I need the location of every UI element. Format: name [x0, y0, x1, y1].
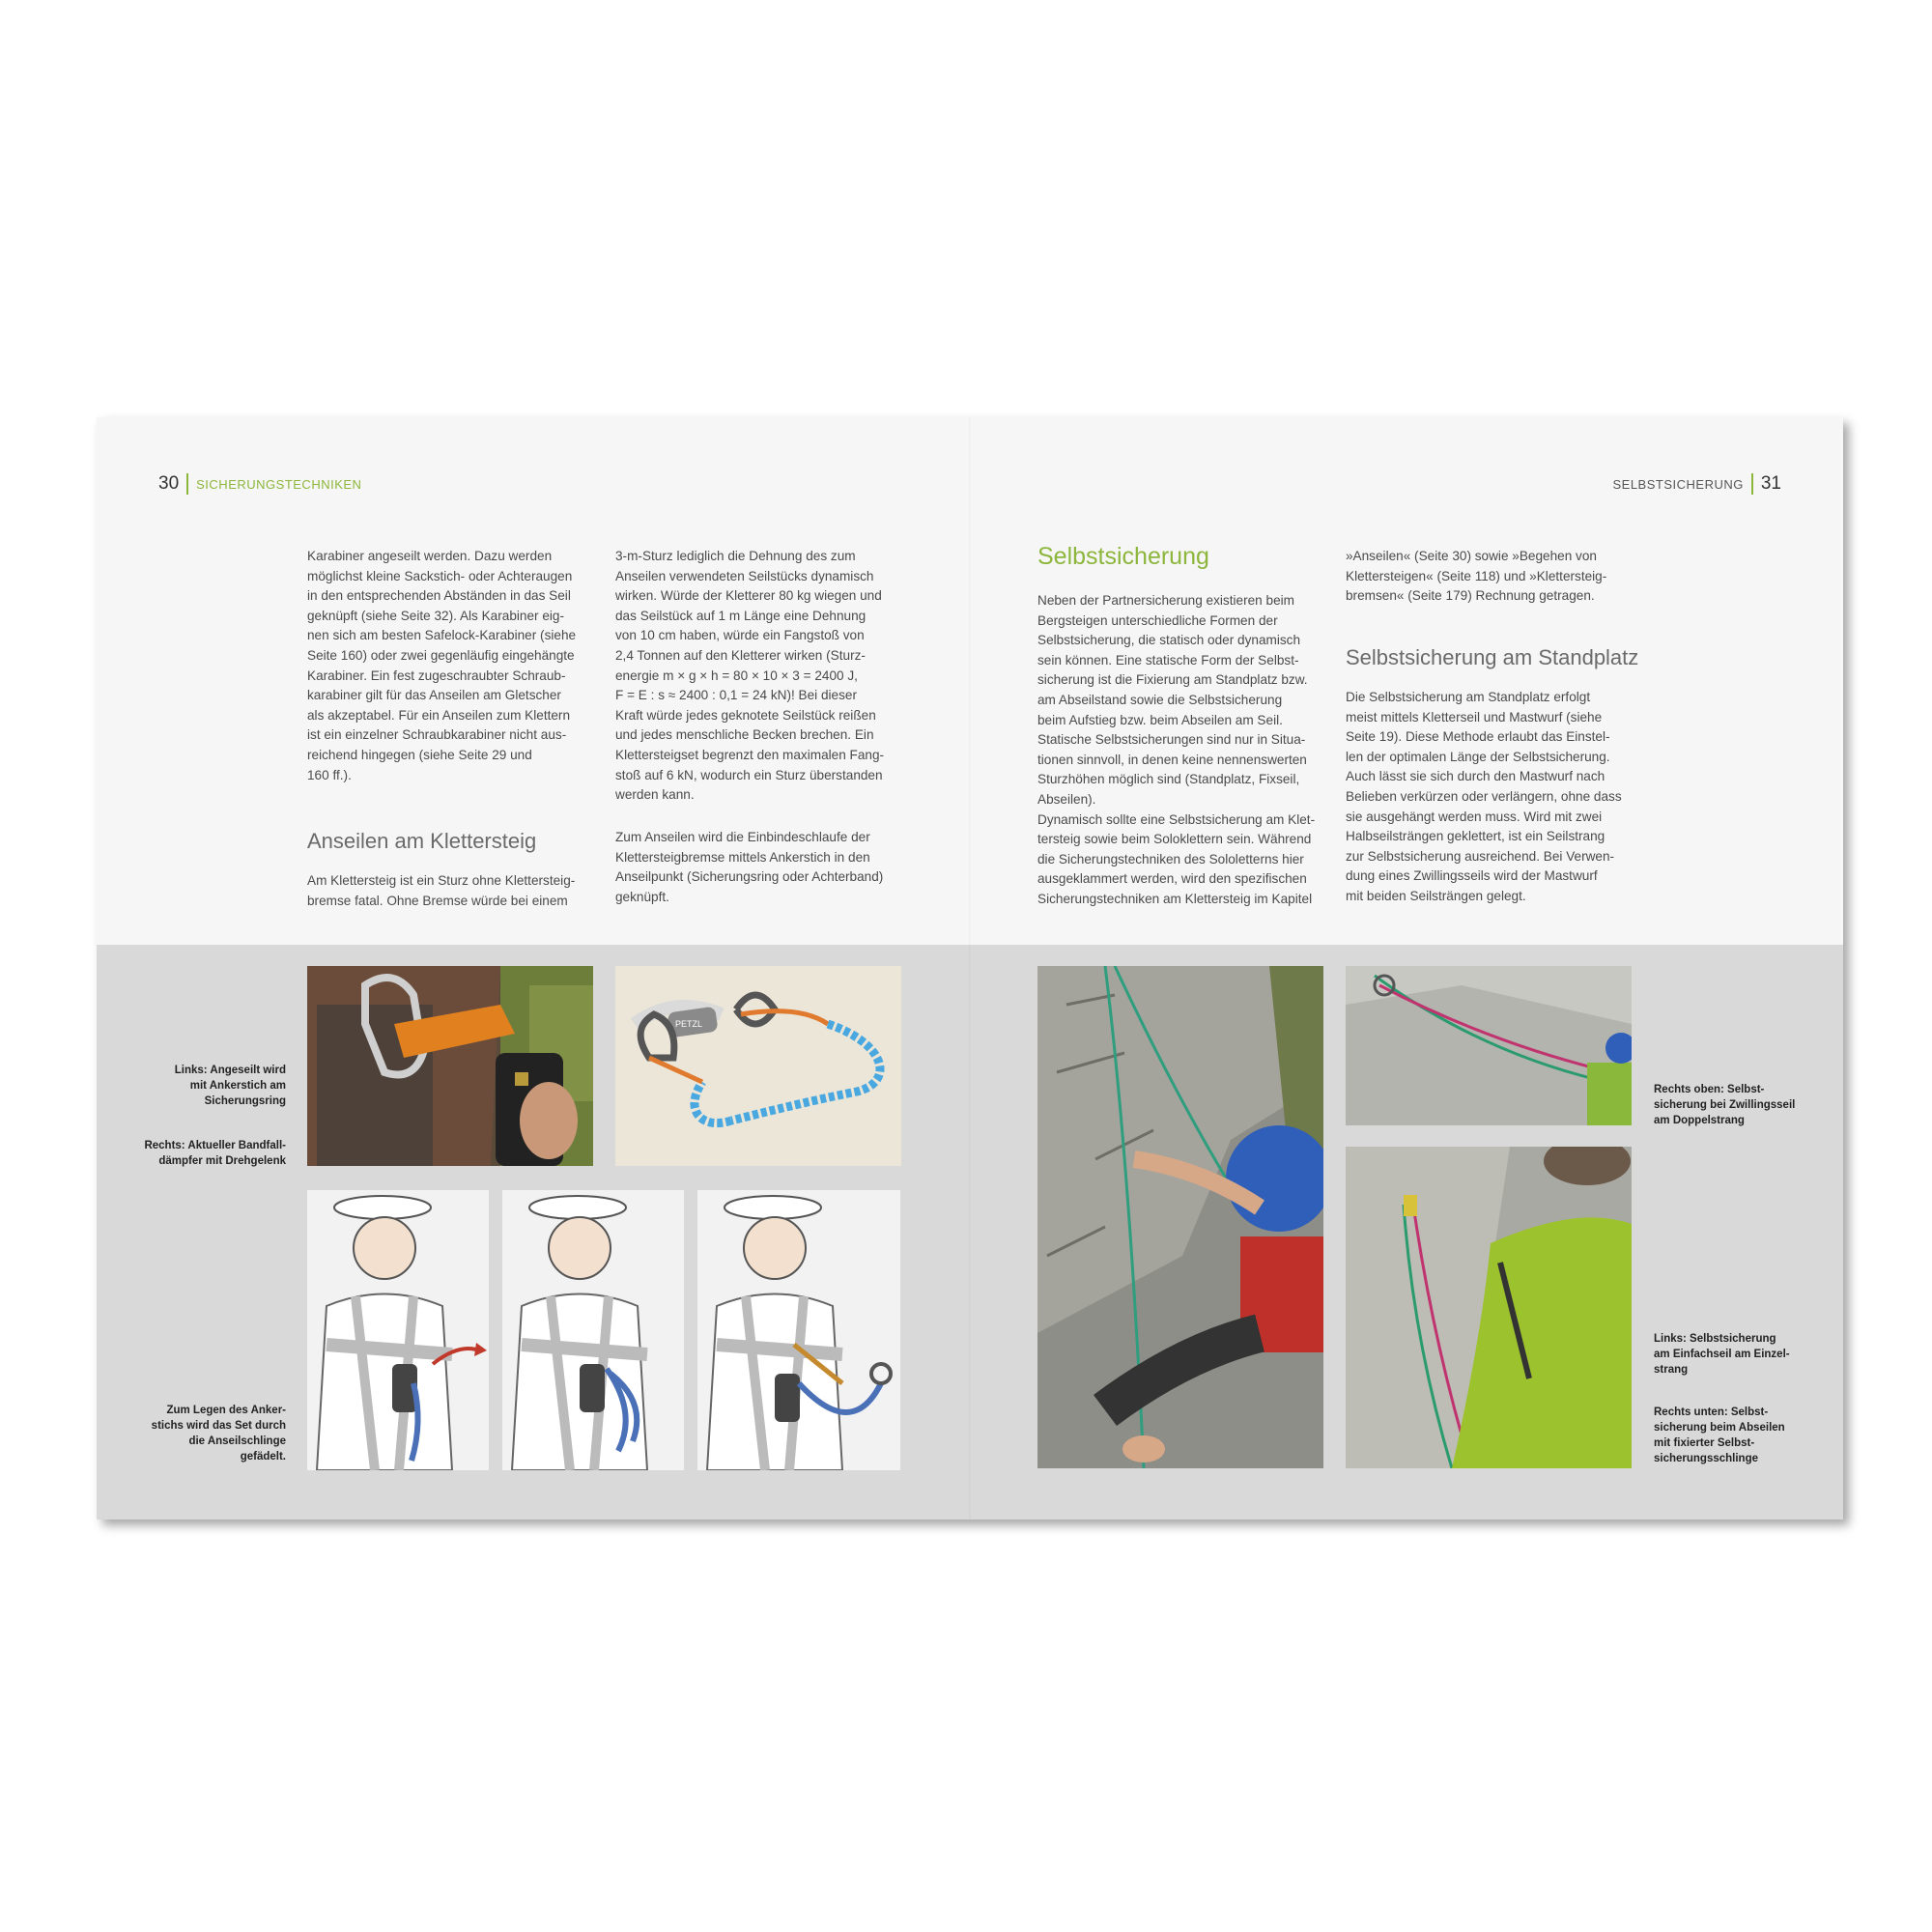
illustration-step-3 — [697, 1190, 900, 1470]
left-section-title: SICHERUNGSTECHNIKEN — [196, 476, 362, 492]
book-spread — [97, 417, 1843, 1520]
caption-zwillingsseil: Rechts oben: Selbst- sicherung bei Zwillingsseil am Doppelstrang — [1654, 1084, 1796, 1126]
left-page-number: 30 — [158, 473, 180, 494]
right-column-2-text: »Anseilen« (Seite 30) sowie »Begehen von Klettersteigen« (Seite 118) und »Klettersteig- bremsen« (Seite 179) Rechnung getragen. — [1346, 549, 1607, 604]
head-separator — [186, 473, 188, 495]
caption-abseilen: Rechts unten: Selbst- sicherung beim Abseilen mit fixierter Selbst- sicherungsschlinge — [1654, 1406, 1785, 1464]
right-column-2-text-2: Die Selbstsicherung am Standplatz erfolgt meist mittels Kletterseil und Mastwurf (siehe Seite 19). Diese Methode erlaubt das Einstel- len der optimalen Länge der Selbstsicherung. Auch lässt sie sich durch den Mastwurf nach Belieben verkürzen oder verlängern, ohne dass sie ausgehängt werden muss. Wird mit zwei Halbseilsträngen geklettert, ist ein Seilstrang zur Selbstsicherung ausreichend. Bei Verwen- dung eines Zwillingsseils wird der Mastwurf mit beiden Seilsträngen gelegt. — [1346, 690, 1622, 903]
photo-harness-carabiner — [307, 966, 593, 1166]
left-column-2-text-2: Zum Anseilen wird die Einbindeschlaufe der Klettersteigbremse mittels Ankerstich in den Anseilpunkt (Sicherungsring oder Achterband) geknüpft. — [615, 830, 884, 904]
left-column-1-text-2: Am Klettersteig ist ein Sturz ohne Klettersteig- bremse fatal. Ohne Bremse würde bei einem — [307, 873, 576, 908]
caption-einfachseil: Links: Selbstsicherung am Einfachseil am Einzel- strang — [1654, 1333, 1790, 1376]
right-column-1-text: Neben der Partnersicherung existieren beim Bergsteigen unterschiedliche Formen der Selbstsicherung, die statisch oder dynamisch sein können. Eine statische Form der Selbst- sicherung ist die Fixierung am Standplatz bzw. am Abseilstand sowie die Selbstsicherung beim Aufstieg bzw. beim Abseilen am Seil. Statische Selbstsicherungen sind nur in Situa- tionen sinnvoll, in denen keine nennenswerten Sturzhöhen möglich sind (Standplatz, Fixseil, Abseilen). Dynamisch sollte eine Selbstsicherung am Klet- tersteig sowie beim Soloklettern sein. Während die Sicherungstechniken des Sololetterns hier ausgeklammert werden, wird den spezifischen Sicherungstechniken am Klettersteig im Kapitel — [1037, 593, 1316, 906]
left-column-2-text: 3-m-Sturz lediglich die Dehnung des zum Anseilen verwendeten Seilstücks dynamisch wirken. Würde der Kletterer 80 kg wiegen und das Seilstück auf 1 m Länge eine Dehnung von 10 cm haben, würde ein Fangstoß von 2,4 Tonnen auf den Kletterer wirken (Sturz- energie m × g × h = 80 × 10 × 3 = 2400 J, F = E : s ≈ 2400 : 0,1 = 24 kN)! Bei dieser Kraft würde jedes geknotete Seilstück reißen und jedes menschliche Becken brechen. Ein Klettersteigset begrenzt den maximalen Fang- stoß auf 6 kN, wodurch ein Sturz überstanden werden kann. — [615, 549, 885, 803]
right-page-number: 31 — [1760, 473, 1781, 494]
heading-anseilen: Anseilen am Klettersteig — [307, 829, 537, 853]
petzl-brand: PETZL — [675, 1019, 703, 1029]
illustration-step-2 — [502, 1190, 684, 1470]
left-running-head — [158, 473, 361, 495]
caption-angeseilt: Links: Angeseilt wird mit Ankerstich am Sicherungsring — [174, 1065, 286, 1107]
left-column-1-text: Karabiner angeseilt werden. Dazu werden möglichst kleine Sackstich- oder Achteraugen in den entsprechenden Abständen in das Seil geknüpft (siehe Seite 32). Als Karabiner eig- nen sich am besten Safelock-Karabiner (siehe Seite 160) oder zwei gegenläufig eingehängte Karabiner. Ein fest zugeschraubter Schraub- karabiner gilt für das Anseilen am Gletscher als akzeptabel. Für ein Anseilen zum Klettern ist ein einzelner Schraubkarabiner nicht aus- reichend hingegen (siehe Seite 29 und 160 ff.). — [307, 549, 577, 782]
right-section-title: SELBSTSICHERUNG — [1612, 476, 1744, 492]
head-separator — [1751, 473, 1753, 495]
caption-bandfalldaempfer: Rechts: Aktueller Bandfall- dämpfer mit Drehgelenk — [144, 1140, 286, 1167]
right-running-head — [1612, 473, 1781, 495]
caption-ankerstich: Zum Legen des Anker- stichs wird das Set durch die Anseilschlinge gefädelt. — [151, 1405, 286, 1463]
photo-single-rope-abseil — [1346, 1147, 1632, 1468]
photo-klettersteigset — [615, 966, 901, 1166]
heading-standplatz: Selbstsicherung am Standplatz — [1346, 645, 1639, 669]
gutter — [969, 417, 971, 1520]
chapter-title-selbstsicherung: Selbstsicherung — [1037, 543, 1209, 570]
photo-climber-wall — [1037, 966, 1323, 1468]
photo-twin-rope-anchor — [1346, 966, 1632, 1125]
illustration-step-1 — [307, 1190, 489, 1470]
